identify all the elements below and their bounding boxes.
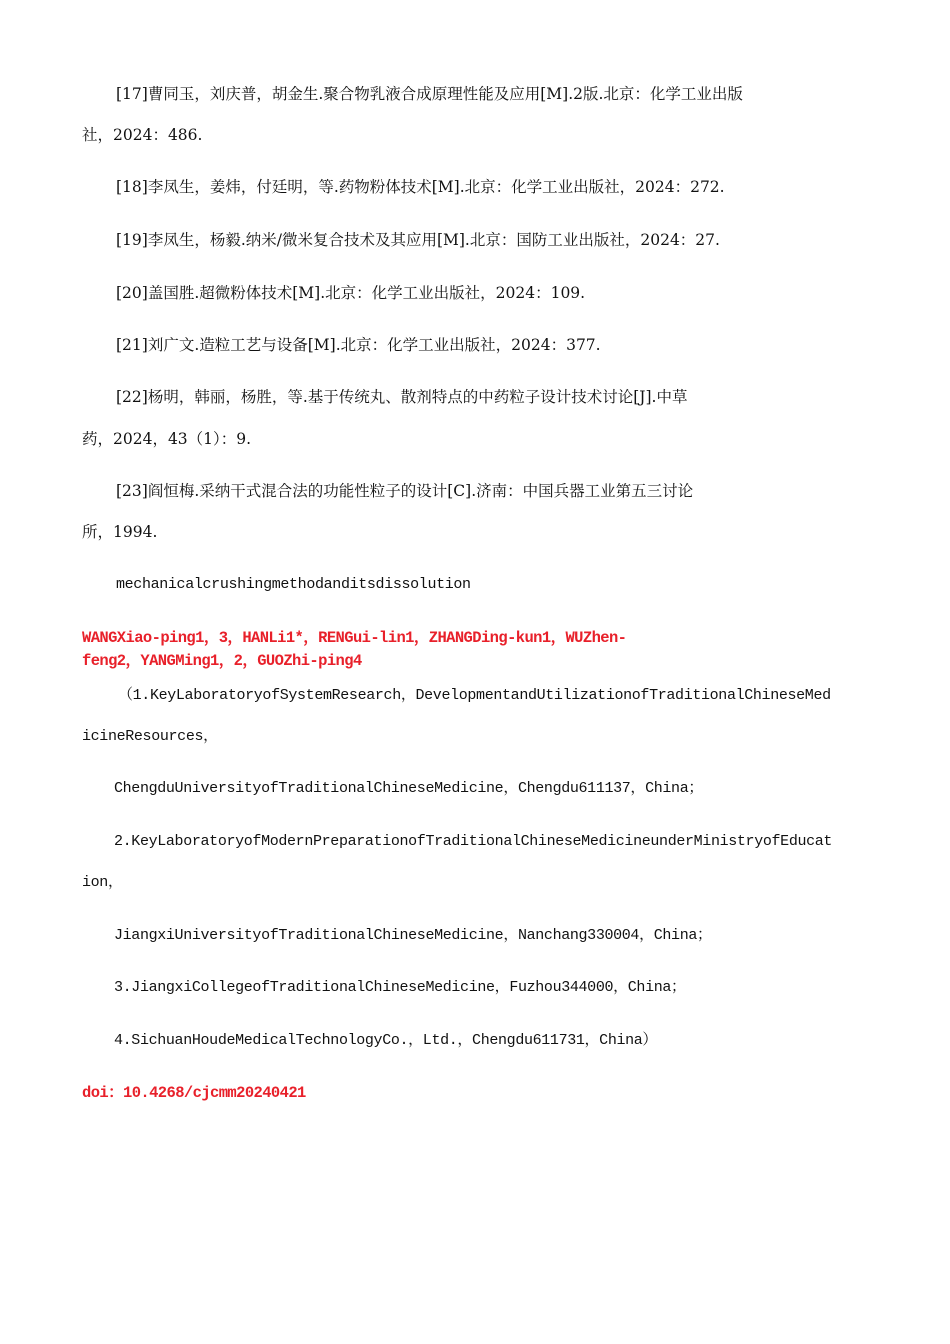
affiliation-2-line-1: 2.KeyLaboratoryofModernPreparationofTraditionalChineseMedicineunderMinistryofEducat	[114, 833, 833, 850]
affiliation-1-line-2: icineResources，	[82, 728, 218, 745]
reference-17-line-2: 社，2024：486.	[82, 126, 203, 144]
reference-19: [19]李凤生，杨毅.纳米/微米复合技术及其应用[M].北京：国防工业出版社，2024：27.	[116, 231, 720, 249]
reference-20: [20]盖国胜.超微粉体技术[M].北京：化学工业出版社，2024：109.	[116, 284, 586, 302]
affiliation-2-line-2: ion，	[82, 874, 123, 891]
affiliation-2-university: JiangxiUniversityofTraditionalChineseMedicine，Nanchang330004，China；	[114, 927, 712, 944]
reference-22-line-2: 药，2024，43（1）：9.	[82, 430, 252, 448]
authors-line-1: WANGXiao-ping1，3，HANLi1*，RENGui-lin1，ZHANGDing-kun1，WUZhen-	[82, 629, 627, 647]
reference-18: [18]李凤生，姜炜，付廷明，等.药物粉体技术[M].北京：化学工业出版社，2024：272.	[116, 178, 725, 196]
affiliation-1-line-1: （1.KeyLaboratoryofSystemResearch，DevelopmentandUtilizationofTraditionalChineseMed	[118, 687, 831, 704]
reference-23-line-1: [23]阎恒梅.采纳干式混合法的功能性粒子的设计[C].济南：中国兵器工业第五三讨论	[116, 482, 694, 500]
reference-22-line-1: [22]杨明，韩丽，杨胜，等.基于传统丸、散剂特点的中药粒子设计技术讨论[J].中草	[116, 388, 688, 406]
affiliation-1-university: ChengduUniversityofTraditionalChineseMedicine，Chengdu611137，China；	[114, 780, 703, 797]
reference-23-line-2: 所，1994.	[82, 523, 158, 541]
doi-link[interactable]: doi：10.4268/cjcmm20240421	[82, 1084, 306, 1102]
authors-line-2: feng2，YANGMing1，2，GUOZhi-ping4	[82, 652, 362, 670]
affiliation-4: 4.SichuanHoudeMedicalTechnologyCo.，Ltd.，Chengdu611731，China）	[114, 1032, 658, 1049]
english-title: mechanicalcrushingmethodanditsdissolution	[116, 576, 471, 593]
reference-21: [21]刘广文.造粒工艺与设备[M].北京：化学工业出版社，2024：377.	[116, 336, 601, 354]
reference-17-line-1: [17]曹同玉，刘庆普，胡金生.聚合物乳液合成原理性能及应用[M].2版.北京：化学工业出版	[116, 85, 743, 103]
affiliation-3: 3.JiangxiCollegeofTraditionalChineseMedicine，Fuzhou344000，China；	[114, 979, 686, 996]
